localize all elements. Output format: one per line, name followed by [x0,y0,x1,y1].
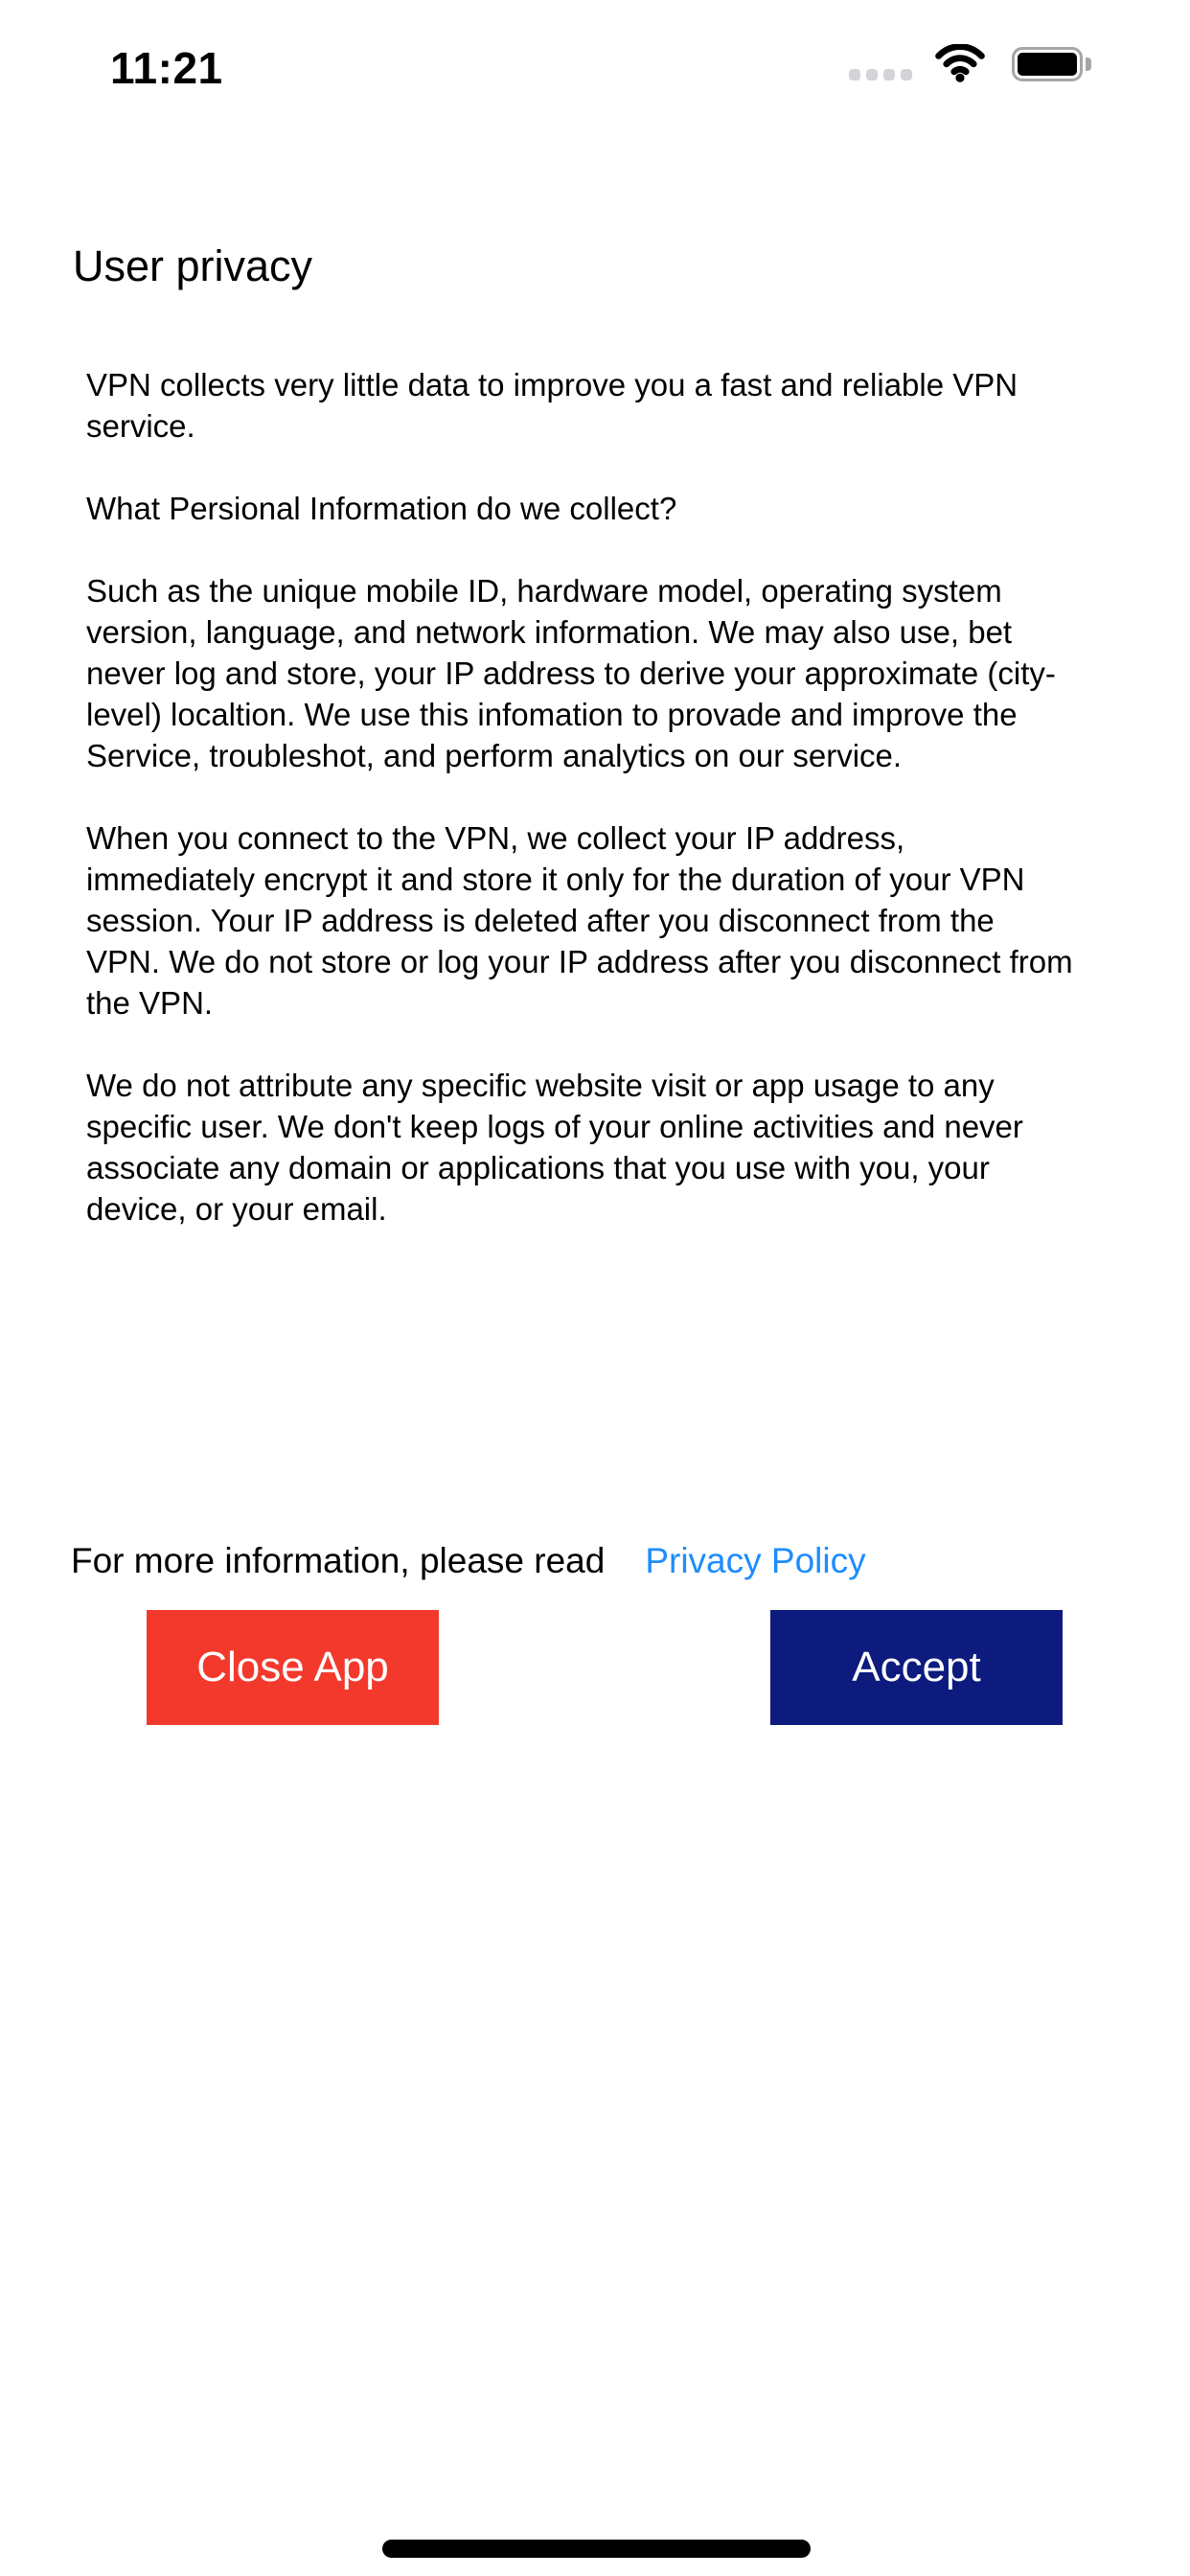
battery-fill [1018,53,1077,76]
cellular-dots-icon [849,69,912,80]
status-bar [0,0,1190,126]
home-indicator[interactable] [382,2540,811,2558]
status-time: 11:21 [110,43,223,93]
privacy-policy-link[interactable]: Privacy Policy [645,1541,866,1580]
privacy-paragraph: When you connect to the VPN, we collect your IP address, immediately encrypt it and store it only for the duration of your VPN session. Your IP address is deleted after you disconnect from the VPN. We do not store or log your IP address after you disconnect from the VPN. [86,820,1073,1021]
footer-prompt: For more information, please read [71,1541,606,1580]
battery-nub [1086,58,1091,71]
accept-button[interactable]: Accept [770,1610,1063,1725]
page-title: User privacy [73,242,313,290]
privacy-text [86,364,1075,1271]
close-app-button[interactable]: Close App [147,1610,439,1725]
cellular-dot [866,69,878,80]
footer-row [71,1541,1125,1581]
privacy-paragraph: What Persional Information do we collect? [86,491,677,526]
privacy-paragraph: Such as the unique mobile ID, hardware model, operating system version, language, and network information. We may also use, bet never log and store, your IP address to derive your approximate (city-level) localtion. We use this infomation to provade and improve the Service, troubleshot, and perform analytics on our service. [86,573,1056,773]
wifi-icon [935,44,985,82]
privacy-paragraph: VPN collects very little data to improve you a fast and reliable VPN service. [86,367,1018,444]
cellular-dot [849,69,860,80]
battery-icon [1012,47,1083,81]
cellular-dot [901,69,912,80]
cellular-dot [883,69,895,80]
privacy-paragraph: We do not attribute any specific website visit or app usage to any specific user. We don't keep logs of your online activities and never associate any domain or applications that you use with you, your device, or your email. [86,1068,1023,1227]
